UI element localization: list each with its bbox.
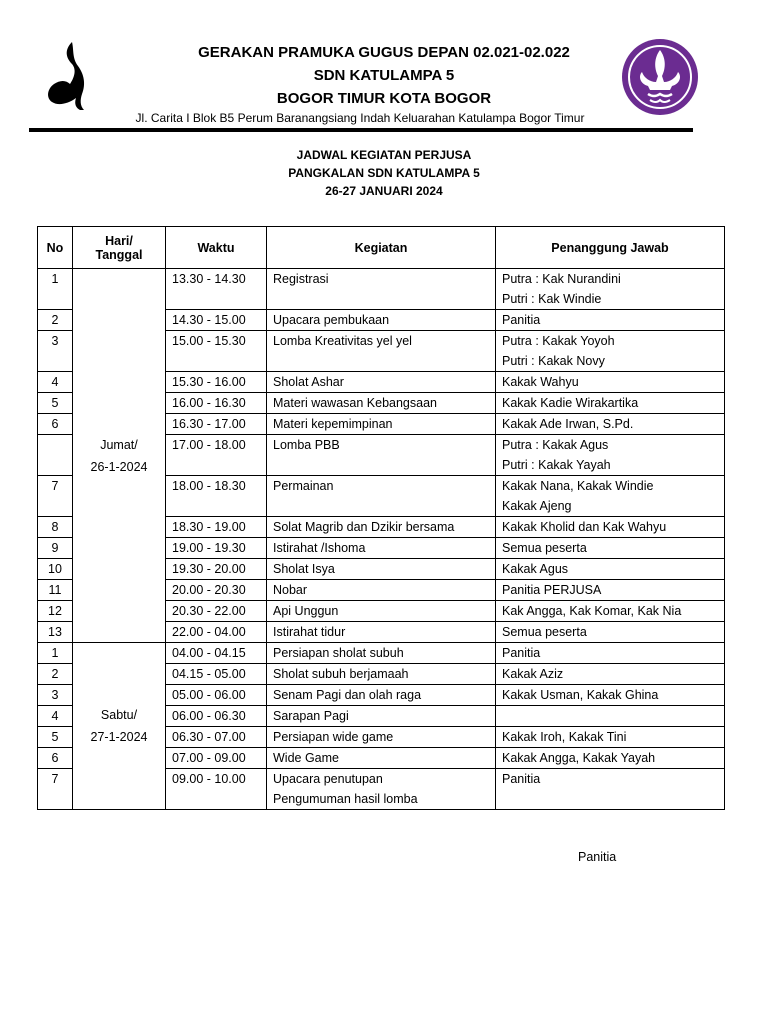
row-activity: [267, 685, 496, 706]
row-activity: [267, 310, 496, 331]
row-pic: [496, 748, 725, 769]
row-pic: [496, 310, 725, 331]
pic-text: Kakak Ade Irwan, S.Pd.: [502, 417, 634, 431]
row-activity: [267, 331, 496, 372]
row-no: 5: [38, 727, 73, 748]
activity-text: Persiapan wide game: [273, 730, 394, 744]
row-activity: [267, 517, 496, 538]
row-no: 13: [38, 622, 73, 643]
row-pic: [496, 559, 725, 580]
row-no: 7: [38, 476, 73, 517]
day-name: Jumat/: [100, 437, 138, 452]
row-time: 17.00 - 18.00: [166, 435, 267, 476]
row-pic: [496, 643, 725, 664]
day-date: 27-1-2024: [90, 730, 148, 744]
activity-text: Istirahat /Ishoma: [273, 541, 366, 555]
row-time: 18.00 - 18.30: [166, 476, 267, 517]
row-no: 1: [38, 643, 73, 664]
row-activity: [267, 748, 496, 769]
schedule-subtitle: PANGKALAN SDN KATULAMPA 5: [288, 166, 480, 180]
pic-text: Semua peserta: [502, 625, 587, 639]
org-name: GERAKAN PRAMUKA GUGUS DEPAN 02.021-02.022: [198, 44, 570, 61]
activity-text: Sholat subuh berjamaah: [273, 667, 409, 681]
row-no: 7: [38, 769, 73, 810]
row-pic: [496, 622, 725, 643]
row-time: 09.00 - 10.00: [166, 769, 267, 810]
row-time: 15.30 - 16.00: [166, 372, 267, 393]
row-activity: [267, 269, 496, 310]
header-day-line2: Tanggal: [95, 247, 143, 262]
row-pic: [496, 727, 725, 748]
row-no: 9: [38, 538, 73, 559]
row-time: 14.30 - 15.00: [166, 310, 267, 331]
activity-text: Lomba PBB: [273, 438, 340, 452]
row-pic: [496, 435, 725, 476]
schedule-date: 26-27 JANUARI 2024: [325, 184, 443, 198]
row-time: 04.00 - 04.15: [166, 643, 267, 664]
row-pic: [496, 269, 725, 310]
row-pic: [496, 685, 725, 706]
row-time: 06.30 - 07.00: [166, 727, 267, 748]
row-no: 6: [38, 748, 73, 769]
header-day-line1: Hari/: [105, 233, 133, 248]
row-time: 19.30 - 20.00: [166, 559, 267, 580]
row-no: [38, 435, 73, 476]
row-pic: [496, 538, 725, 559]
header-divider: [29, 128, 693, 132]
pic-text: Kakak Kadie Wirakartika: [502, 396, 639, 410]
row-no: 8: [38, 517, 73, 538]
row-time: 16.30 - 17.00: [166, 414, 267, 435]
row-no: 10: [38, 559, 73, 580]
row-time: 18.30 - 19.00: [166, 517, 267, 538]
pic-text: Kakak Aziz: [502, 667, 564, 681]
pic-text: Kakak Angga, Kakak Yayah: [502, 751, 656, 765]
row-activity: [267, 643, 496, 664]
header-pic: Penanggung Jawab: [496, 227, 725, 269]
row-no: 11: [38, 580, 73, 601]
row-time: 07.00 - 09.00: [166, 748, 267, 769]
pic-text: Panitia PERJUSA: [502, 583, 602, 597]
row-activity: [267, 664, 496, 685]
pic-text: Kakak Usman, Kakak Ghina: [502, 688, 659, 702]
pic-text: Semua peserta: [502, 541, 587, 555]
pic-text: Putra : Kak Nurandini: [502, 272, 621, 286]
pic-text-line2: Putri : Kakak Novy: [502, 354, 605, 368]
row-pic: [496, 664, 725, 685]
signature-label: Panitia: [578, 850, 617, 864]
row-time: 22.00 - 04.00: [166, 622, 267, 643]
activity-text: Materi wawasan Kebangsaan: [273, 396, 437, 410]
row-day: [73, 269, 166, 643]
activity-text: Wide Game: [273, 751, 339, 765]
row-pic: [496, 580, 725, 601]
table-row: [38, 269, 725, 310]
row-pic: [496, 414, 725, 435]
pic-text-line2: Kakak Ajeng: [502, 499, 572, 513]
row-pic: [496, 331, 725, 372]
row-pic: [496, 476, 725, 517]
activity-text: Registrasi: [273, 272, 329, 286]
activity-text: Lomba Kreativitas yel yel: [273, 334, 412, 348]
row-time: 13.30 - 14.30: [166, 269, 267, 310]
day-name: Sabtu/: [100, 708, 138, 722]
row-time: 05.00 - 06.00: [166, 685, 267, 706]
row-activity: [267, 727, 496, 748]
row-no: 2: [38, 310, 73, 331]
pic-text: Putra : Kakak Yoyoh: [502, 334, 615, 348]
row-no: 2: [38, 664, 73, 685]
row-activity: [267, 559, 496, 580]
world-scout-emblem-icon: [620, 38, 700, 116]
table-row: [38, 643, 725, 664]
row-day: [73, 643, 166, 810]
row-activity: [267, 706, 496, 727]
row-time: 19.00 - 19.30: [166, 538, 267, 559]
row-no: 4: [38, 372, 73, 393]
pic-text: Kak Angga, Kak Komar, Kak Nia: [502, 604, 682, 618]
activity-text-line2: Pengumuman hasil lomba: [273, 792, 418, 806]
row-time: 16.00 - 16.30: [166, 393, 267, 414]
pic-text: Panitia: [502, 646, 541, 660]
pic-text: Putra : Kakak Agus: [502, 438, 609, 452]
row-activity: [267, 622, 496, 643]
pic-text-line2: Putri : Kakak Yayah: [502, 458, 611, 472]
pic-text: Panitia: [502, 772, 541, 786]
header-day: [73, 227, 166, 269]
row-pic: [496, 393, 725, 414]
pic-text: Kakak Agus: [502, 562, 569, 576]
pic-text: Panitia: [502, 313, 541, 327]
row-no: 1: [38, 269, 73, 310]
row-activity: [267, 435, 496, 476]
activity-text: Solat Magrib dan Dzikir bersama: [273, 520, 455, 534]
activity-text: Upacara penutupan: [273, 772, 383, 786]
row-activity: [267, 769, 496, 810]
row-pic: [496, 517, 725, 538]
row-time: 06.00 - 06.30: [166, 706, 267, 727]
activity-text: Nobar: [273, 583, 308, 597]
activity-text: Api Unggun: [273, 604, 339, 618]
pic-text: Kakak Wahyu: [502, 375, 579, 389]
row-no: 12: [38, 601, 73, 622]
header-time: Waktu: [166, 227, 267, 269]
row-pic: [496, 601, 725, 622]
activity-text: Sholat Ashar: [273, 375, 344, 389]
header-no: No: [38, 227, 73, 269]
table-header-row: [38, 227, 725, 269]
row-activity: [267, 476, 496, 517]
row-activity: [267, 538, 496, 559]
row-no: 3: [38, 331, 73, 372]
row-no: 3: [38, 685, 73, 706]
row-time: 15.00 - 15.30: [166, 331, 267, 372]
row-activity: [267, 372, 496, 393]
row-activity: [267, 580, 496, 601]
header-activity: Kegiatan: [267, 227, 496, 269]
activity-text: Istirahat tidur: [273, 625, 346, 639]
pic-text: Kakak Nana, Kakak Windie: [502, 479, 654, 493]
row-time: 20.30 - 22.00: [166, 601, 267, 622]
row-activity: [267, 414, 496, 435]
activity-text: Materi kepemimpinan: [273, 417, 393, 431]
row-no: 4: [38, 706, 73, 727]
schedule-title: JADWAL KEGIATAN PERJUSA: [296, 148, 472, 162]
pic-text: Kakak Iroh, Kakak Tini: [502, 730, 627, 744]
row-time: 04.15 - 05.00: [166, 664, 267, 685]
activity-text: Persiapan sholat subuh: [273, 646, 404, 660]
row-pic: [496, 706, 725, 727]
schedule-table: [37, 226, 725, 810]
address: Jl. Carita I Blok B5 Perum Baranangsiang Indah Keluarahan Katulampa Bogor Timur: [135, 111, 585, 125]
activity-text: Upacara pembukaan: [273, 313, 390, 327]
activity-text: Permainan: [273, 479, 334, 493]
activity-text: Senam Pagi dan olah raga: [273, 688, 422, 702]
activity-text: Sholat Isya: [273, 562, 335, 576]
row-pic: [496, 372, 725, 393]
pic-text: Kakak Kholid dan Kak Wahyu: [502, 520, 667, 534]
row-pic: [496, 769, 725, 810]
row-no: 6: [38, 414, 73, 435]
row-activity: [267, 601, 496, 622]
row-no: 5: [38, 393, 73, 414]
row-activity: [267, 393, 496, 414]
city-name: BOGOR TIMUR KOTA BOGOR: [276, 90, 492, 107]
activity-text: Sarapan Pagi: [273, 709, 349, 723]
day-date: 26-1-2024: [90, 459, 148, 474]
row-time: 20.00 - 20.30: [166, 580, 267, 601]
pic-text-line2: Putri : Kak Windie: [502, 292, 602, 306]
school-name: SDN KATULAMPA 5: [313, 67, 455, 84]
